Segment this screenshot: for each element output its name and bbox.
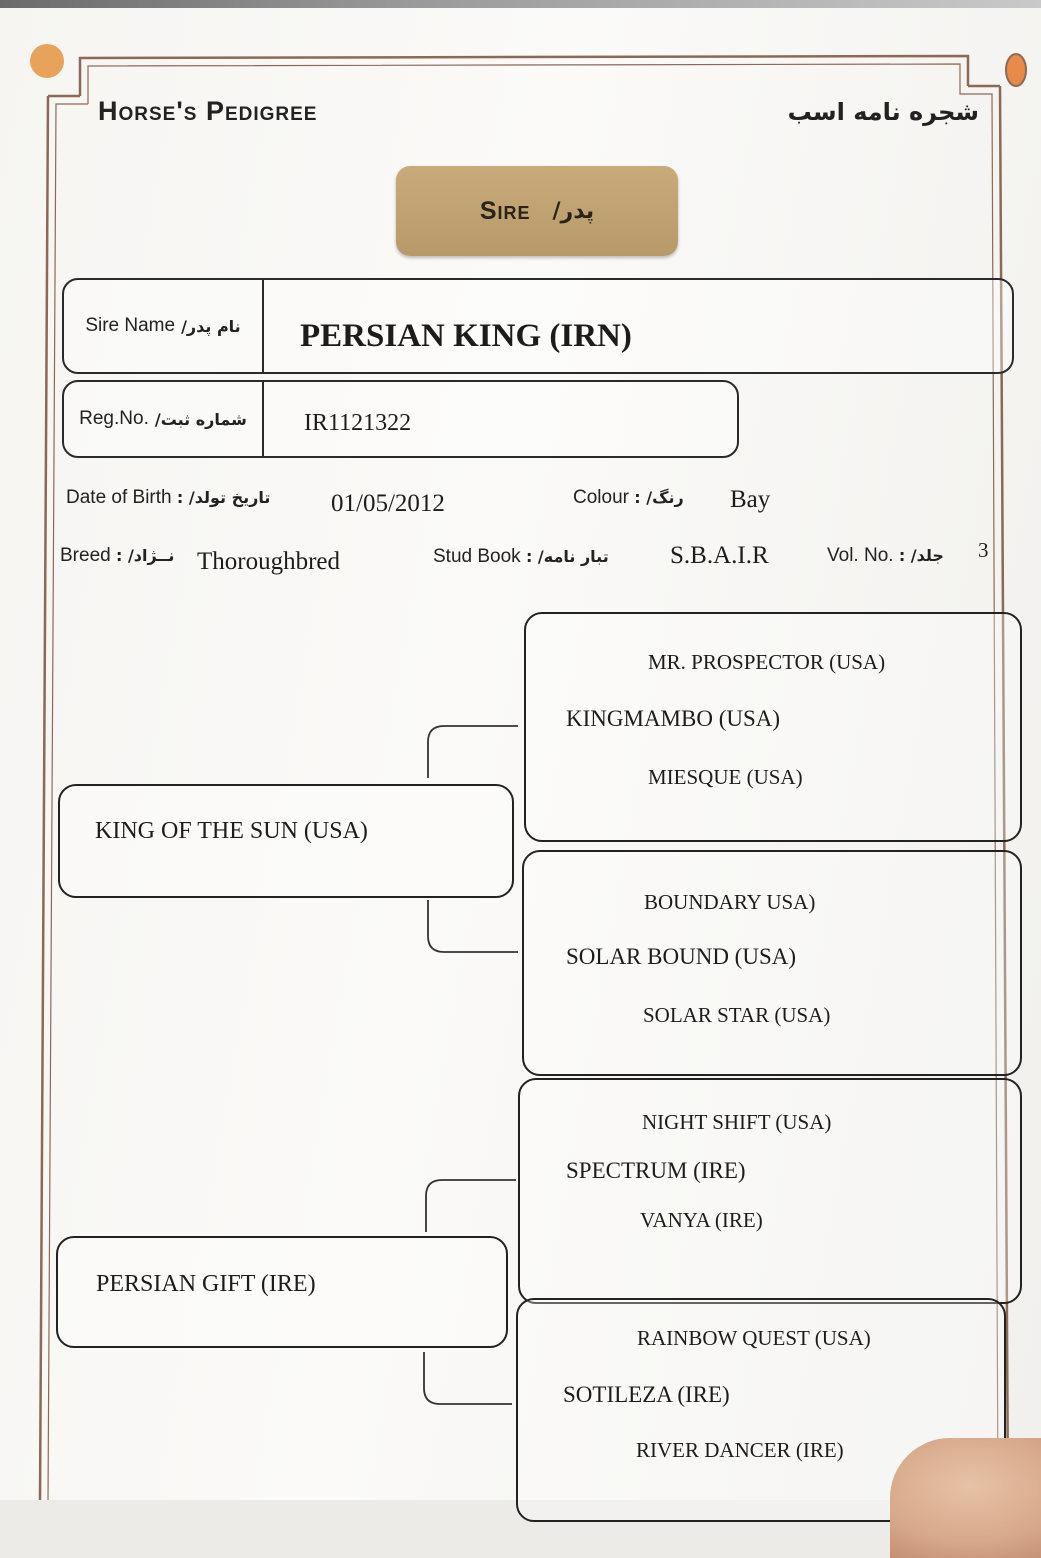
breed-label-fa: نــژاد/ : xyxy=(115,546,175,565)
dob-label-fa: تاریخ تولد/ : xyxy=(176,488,271,507)
sire-name-value: PERSIAN KING (IRN) xyxy=(300,318,632,354)
colour-label-fa: رنگ/ : xyxy=(634,488,684,507)
thumb-in-photo xyxy=(890,1438,1041,1558)
great-grandsire-4: RAINBOW QUEST (USA) xyxy=(637,1326,871,1350)
breed-label-en: Breed xyxy=(60,545,111,566)
great-grandsire-3: NIGHT SHIFT (USA) xyxy=(642,1110,832,1134)
colour-value: Bay xyxy=(730,486,771,513)
reg-no-value: IR1121322 xyxy=(304,410,412,436)
granddam-1-name: SOLAR BOUND (USA) xyxy=(566,944,797,969)
granddam-2-name: SOTILEZA (IRE) xyxy=(563,1382,730,1407)
grandsire-1-name: KINGMAMBO (USA) xyxy=(566,706,781,731)
reg-no-label-en: Reg.No. xyxy=(79,408,149,429)
sire-name-label-en: Sire Name xyxy=(85,315,176,336)
studbook-label-en: Stud Book xyxy=(433,546,521,567)
dob-value: 01/05/2012 xyxy=(331,490,445,517)
great-grandsire-1: MR. PROSPECTOR (USA) xyxy=(648,650,886,674)
studbook-label-fa: تبار نامه/ : xyxy=(525,547,609,566)
great-granddam-1: MIESQUE (USA) xyxy=(648,765,803,789)
dob-label-en: Date of Birth xyxy=(66,487,172,508)
grandsire-2-name: SPECTRUM (IRE) xyxy=(566,1158,746,1183)
vol-label-en: Vol. No. xyxy=(827,545,894,566)
great-granddam-3: VANYA (IRE) xyxy=(640,1208,763,1232)
vol-label-fa: جلد/ : xyxy=(898,546,944,565)
great-granddam-2: SOLAR STAR (USA) xyxy=(643,1003,831,1027)
header-title-fa: شجره نامه اسب xyxy=(787,98,979,126)
colour-label-en: Colour xyxy=(573,487,629,508)
reg-no-label-fa: شماره ثبت/ xyxy=(154,409,247,429)
great-grandsire-2: BOUNDARY USA) xyxy=(644,890,816,914)
dam-parent-name: PERSIAN GIFT (IRE) xyxy=(96,1271,316,1297)
sire-badge-label-fa: پدر/ xyxy=(552,198,595,224)
breed-value: Thoroughbred xyxy=(197,548,341,575)
sire-badge-label-en: Sire xyxy=(479,196,531,225)
sire-name-label-fa: نام پدر/ xyxy=(181,316,241,336)
sire-parent-name: KING OF THE SUN (USA) xyxy=(95,818,368,844)
vol-value: 3 xyxy=(978,538,989,562)
great-granddam-4: RIVER DANCER (IRE) xyxy=(636,1438,844,1462)
header-title-en: Horse's Pedigree xyxy=(98,96,318,126)
studbook-value: S.B.A.I.R xyxy=(670,542,769,569)
